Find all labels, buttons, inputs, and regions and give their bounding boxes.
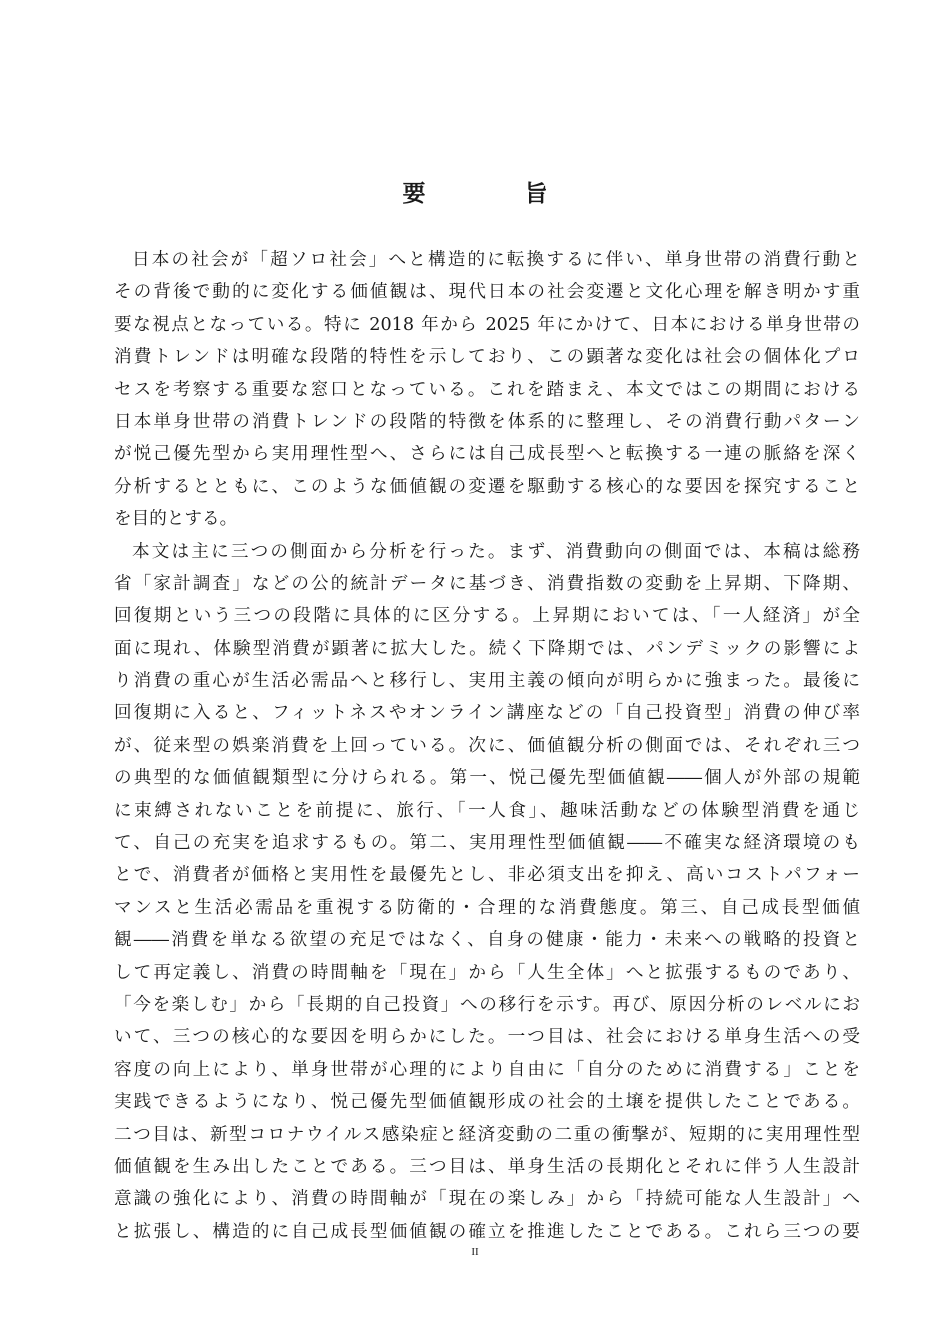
text-line: を目的とする。 [114,509,238,530]
text-line: と拡張し、構造的に自己成長型価値観の確立を推進したことである。これら三つの要 [114,1221,860,1242]
text-line: 意識の強化により、消費の時間軸が「現在の楽しみ」から「持続可能な人生設計」へ [114,1189,860,1210]
text-line: 消費トレンドは明確な段階的特性を示しており、この顕著な変化は社会の個体化プロ [114,347,860,368]
text-line: して再定義し、消費の時間軸を「現在」から「人生全体」へと拡張するものであり、 [114,962,860,983]
abstract-body [114,244,860,1248]
text-line: 要な視点となっている。特に 2018 年から 2025 年にかけて、日本における単身世帯の [114,314,860,335]
text-line: とで、消費者が価格と実用性を最優先とし、非必須支出を抑え、高いコストパフォー [114,865,860,886]
text-line: マンスと生活必需品を重視する防衛的・合理的な消費態度。第三、自己成長型価値 [114,897,860,918]
text-line: 容度の向上により、単身世帯が心理的により自由に「自分のために消費する」ことを [114,1059,860,1080]
text-line: 価値観を生み出したことである。三つ目は、単身生活の長期化とそれに伴う人生設計 [114,1156,860,1177]
text-line: の典型的な価値観類型に分けられる。第一、悦己優先型価値観――個人が外部の規範 [114,768,860,789]
text-line: 観――消費を単なる欲望の充足ではなく、自身の健康・能力・未来への戦略的投資と [114,930,860,951]
text-line: セスを考察する重要な窓口となっている。これを踏まえ、本文ではこの期間における [114,379,860,400]
text-line: に束縛されないことを前提に、旅行、「一人食」、趣味活動などの体験型消費を通じ [114,800,860,821]
page-number: II [471,1246,479,1258]
text-line: が、従来型の娯楽消費を上回っている。次に、価値観分析の側面では、それぞれ三つ [114,735,860,756]
text-line: て、自己の充実を追求するもの。第二、実用理性型価値観――不確実な経済環境のも [114,833,860,854]
text-line: が悦己優先型から実用理性型へ、さらには自己成長型へと転換する一連の脈絡を深く [114,444,860,465]
page-title: 要 旨 [402,180,586,207]
text-line: 回復期に入ると、フィットネスやオンライン講座などの「自己投資型」消費の伸び率 [114,703,860,724]
text-line: 分析するとともに、このような価値観の変遷を駆動する核心的な要因を探究すること [114,476,860,497]
text-line: 二つ目は、新型コロナウイルス感染症と経済変動の二重の衝撃が、短期的に実用理性型 [114,1124,860,1145]
text-line: 回復期という三つの段階に具体的に区分する。上昇期においては、「一人経済」が全 [114,606,860,627]
text-line: いて、三つの核心的な要因を明らかにした。一つ目は、社会における単身生活への受 [114,1027,860,1048]
text-line: 省「家計調査」などの公的統計データに基づき、消費指数の変動を上昇期、下降期、 [114,573,860,594]
text-line: 日本の社会が「超ソロ社会」へと構造的に転換するに伴い、単身世帯の消費行動と [132,250,860,270]
text-line: 実践できるようになり、悦己優先型価値観形成の社会的土壌を提供したことである。 [114,1092,860,1113]
text-line: り消費の重心が生活必需品へと移行し、実用主義の傾向が明らかに強まった。最後に [114,671,860,692]
text-line: その背後で動的に変化する価値観は、現代日本の社会変遷と文化心理を解き明かす重 [114,282,860,303]
text-line: 本文は主に三つの側面から分析を行った。まず、消費動向の側面では、本稿は総務 [132,541,860,562]
text-line: 「今を楽しむ」から「長期的自己投資」への移行を示す。再び、原因分析のレベルにお [114,994,860,1015]
text-line: 面に現れ、体験型消費が顕著に拡大した。続く下降期では、パンデミックの影響によ [114,638,860,659]
text-line: 日本単身世帯の消費トレンドの段階的特徴を体系的に整理し、その消費行動パターン [114,411,860,432]
